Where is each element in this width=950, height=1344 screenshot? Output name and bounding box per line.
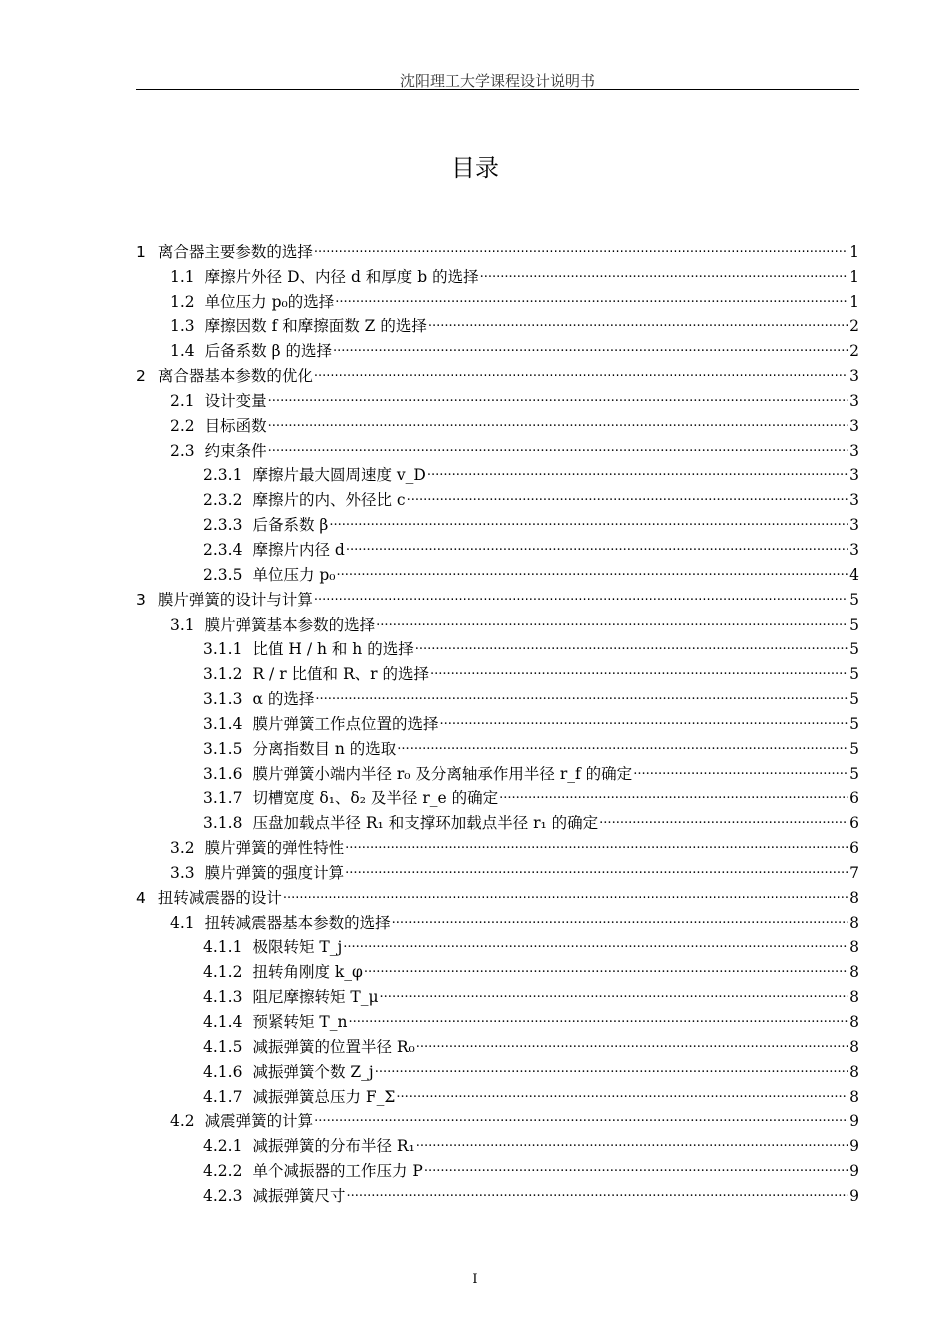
toc-entry[interactable] [136,436,859,461]
dot-leader [392,910,848,930]
toc-entry-title: 单个减振器的工作压力 P [252,1162,423,1181]
toc-entry-page: 5 [849,590,859,609]
toc-entry-title: 分离指数目 n 的选取 [252,739,397,758]
toc-entry[interactable] [136,833,859,858]
toc-entry-number: 3.1.5 [203,739,243,758]
toc-entry-number: 4.2.1 [203,1137,243,1156]
toc-entry-title: 膜片弹簧基本参数的选择 [204,615,376,634]
toc-entry[interactable] [136,1156,859,1181]
toc-entry-number: 1.2 [170,292,195,311]
toc-entry-page: 9 [849,1186,859,1205]
toc-entry-title: 摩擦片内径 d [252,540,345,559]
toc-entry-page: 8 [849,988,859,1007]
toc-entry[interactable] [136,287,859,312]
toc-entry[interactable] [136,237,859,262]
toc-entry[interactable] [136,411,859,436]
dot-leader [424,1158,848,1178]
toc-entry-page: 3 [849,516,859,535]
dot-leader [314,1108,848,1128]
toc-entry-title: 单位压力 p₀ [252,565,336,584]
dot-leader [314,239,848,259]
toc-entry-title: 设计变量 [204,391,267,410]
toc-entry[interactable] [136,1131,859,1156]
dot-leader [333,338,848,358]
toc-entry-page: 8 [849,1062,859,1081]
dot-leader [314,363,848,383]
dot-leader [375,1059,848,1079]
toc-entry-title: 离合器主要参数的选择 [157,242,313,261]
dot-leader [396,1084,848,1104]
dot-leader [343,934,848,954]
toc-entry-page: 3 [849,441,859,460]
toc-entry-number: 2.3.4 [203,540,243,559]
dot-leader [499,785,848,805]
toc-entry-title: 减振弹簧总压力 F_Σ [252,1087,396,1106]
dot-leader [283,885,848,905]
toc-entry[interactable] [136,386,859,411]
toc-entry-page: 5 [849,640,859,659]
toc-entry-page: 8 [849,1087,859,1106]
toc-entry-title: 摩擦片最大圆周速度 v_D [252,466,426,485]
toc-entry-title: 后备系数 β [252,516,329,535]
toc-entry-number: 3.1.3 [203,690,243,709]
toc-entry-page: 8 [849,1037,859,1056]
dot-leader [337,562,849,582]
toc-entry-title: 膜片弹簧的弹性特性 [204,839,345,858]
toc-entry[interactable] [136,610,859,635]
dot-leader [268,388,848,408]
toc-entry-page: 3 [849,466,859,485]
toc-entry-title: 目标函数 [204,416,267,435]
toc-entry-number: 2 [136,367,146,386]
toc-entry-title: 摩擦片外径 D、内径 d 和厚度 b 的选择 [204,267,479,286]
toc-entry[interactable] [136,585,859,610]
toc-entry[interactable] [136,734,859,759]
toc-entry-title: 比值 H / h 和 h 的选择 [252,640,414,659]
toc-entry[interactable] [136,461,859,486]
toc-entry[interactable] [136,982,859,1007]
toc-entry-title: 膜片弹簧小端内半径 r₀ 及分离轴承作用半径 r_f 的确定 [252,764,633,783]
toc-entry[interactable] [136,858,859,883]
dot-leader [415,636,848,656]
toc-entry-number: 3.1 [170,615,195,634]
toc-entry[interactable] [136,560,859,585]
toc-entry-number: 2.3.5 [203,565,243,584]
toc-entry-title: 减振弹簧的分布半径 R₁ [252,1137,415,1156]
toc-entry-number: 4 [136,888,146,907]
toc-entry-title: 减振弹簧的位置半径 R₀ [252,1037,415,1056]
toc-entry[interactable] [136,336,859,361]
toc-entry-title: 切槽宽度 δ₁、δ₂ 及半径 r_e 的确定 [252,789,499,808]
toc-entry-number: 4.2.3 [203,1186,243,1205]
toc-title: 目录 [451,154,499,182]
toc-entry-page: 9 [849,1162,859,1181]
toc-entry-number: 3.2 [170,839,195,858]
dot-leader [314,587,848,607]
toc-entry-page: 1 [849,267,859,286]
toc-entry-title: 膜片弹簧工作点位置的选择 [252,714,439,733]
toc-entry-page: 3 [849,540,859,559]
toc-entry[interactable] [136,635,859,660]
toc-entry-page: 5 [849,615,859,634]
toc-entry[interactable] [136,957,859,982]
toc-entry-number: 1 [136,242,146,261]
toc-entry[interactable] [136,684,859,709]
toc-entry-title: 离合器基本参数的优化 [157,367,313,386]
dot-leader [633,761,848,781]
toc-entry-page: 1 [849,292,859,311]
toc-entry[interactable] [136,1082,859,1107]
dot-leader [428,313,848,333]
toc-entry-number: 4.1.5 [203,1037,243,1056]
toc-entry-number: 2.2 [170,416,195,435]
toc-entry-page: 5 [849,714,859,733]
toc-entry-page: 9 [849,1112,859,1131]
toc-entry[interactable] [136,312,859,337]
dot-leader [345,860,848,880]
toc-entry-page: 5 [849,764,859,783]
toc-entry-page: 5 [849,739,859,758]
toc-entry-title: 压盘加载点半径 R₁ 和支撑环加载点半径 r₁ 的确定 [252,814,599,833]
toc-entry-number: 3.1.1 [203,640,243,659]
toc-entry-title: 后备系数 β 的选择 [204,342,332,361]
toc-entry-number: 4.1 [170,913,195,932]
dot-leader [268,438,848,458]
dot-leader [315,686,848,706]
toc-entry-number: 3.1.6 [203,764,243,783]
toc-entry-title: 扭转减震器的设计 [157,888,282,907]
toc-entry[interactable] [136,1107,859,1132]
toc-entry-title: 膜片弹簧的强度计算 [204,863,345,882]
toc-entry-number: 3 [136,590,146,609]
dot-leader [380,984,849,1004]
toc-entry-title: 约束条件 [204,441,267,460]
toc-entry-page: 6 [849,839,859,858]
toc-entry-number: 2.1 [170,391,195,410]
toc-entry-page: 8 [849,888,859,907]
toc-entry[interactable] [136,1057,859,1082]
toc-entry-title: 扭转减震器基本参数的选择 [204,913,391,932]
toc-entry-title: 摩擦片的内、外径比 c [252,491,406,510]
dot-leader [268,413,848,433]
toc-entry-page: 3 [849,367,859,386]
toc-entry-title: 扭转角刚度 k_φ [252,963,363,982]
toc-entry-title: α 的选择 [252,690,315,709]
toc-entry-number: 2.3.2 [203,491,243,510]
dot-leader [439,711,848,731]
toc-entry-number: 3.1.8 [203,814,243,833]
toc-entry-page: 4 [849,565,859,584]
toc-entry[interactable] [136,709,859,734]
toc-entry-page: 2 [849,342,859,361]
dot-leader [430,661,848,681]
toc-entry-title: 摩擦因数 f 和摩擦面数 Z 的选择 [204,317,427,336]
toc-entry[interactable] [136,361,859,386]
toc-entry-number: 1.1 [170,267,195,286]
toc-entry-number: 4.1.4 [203,1013,243,1031]
toc-entry[interactable] [136,1032,859,1057]
toc-entry-page: 2 [849,317,859,336]
toc-entry-number: 3.3 [170,863,195,882]
toc-entry-number: 4.1.1 [203,938,243,957]
toc-entry-page: 5 [849,665,859,684]
toc-entry-number: 2.3.1 [203,466,243,485]
toc-entry-number: 2.3 [170,441,195,460]
toc-entry-title: 膜片弹簧的设计与计算 [157,590,313,609]
toc-entry-page: 8 [849,913,859,932]
toc-entry-number: 3.1.7 [203,789,243,808]
table-of-contents [136,237,859,1206]
toc-entry-page: 8 [849,963,859,982]
toc-entry[interactable] [136,1181,859,1206]
toc-entry-page: 8 [849,938,859,957]
dot-leader [416,1133,848,1153]
toc-entry-number: 4.2.2 [203,1162,243,1181]
page-number: I [472,1272,478,1287]
toc-entry-title: 减振弹簧个数 Z_j [252,1062,374,1081]
dot-leader [364,959,848,979]
toc-entry[interactable] [136,262,859,287]
toc-entry-number: 4.1.6 [203,1062,243,1081]
toc-entry-title: 单位压力 p₀的选择 [204,292,335,311]
toc-entry-title: 阻尼摩擦转矩 T_μ [252,988,379,1007]
toc-entry[interactable] [136,535,859,560]
toc-entry[interactable] [136,485,859,510]
toc-entry[interactable] [136,933,859,958]
toc-entry-page: 8 [849,1013,859,1031]
toc-entry-page: 9 [849,1137,859,1156]
toc-entry-title: 极限转矩 T_j [252,938,343,957]
toc-entry-number: 2.3.3 [203,516,243,535]
toc-entry-page: 1 [849,242,859,261]
toc-entry[interactable] [136,759,859,784]
dot-leader [599,810,848,830]
dot-leader [416,1034,848,1054]
dot-leader [335,289,848,309]
dot-leader [348,1009,848,1029]
toc-entry[interactable] [136,1007,859,1032]
toc-entry-page: 6 [849,789,859,808]
toc-entry[interactable] [136,808,859,833]
toc-entry-page: 3 [849,391,859,410]
dot-leader [329,512,848,532]
toc-entry-number: 1.3 [170,317,195,336]
dot-leader [397,736,848,756]
toc-entry-number: 4.1.3 [203,988,243,1007]
toc-entry-number: 1.4 [170,342,195,361]
toc-entry-number: 3.1.4 [203,714,243,733]
toc-entry-number: 4.2 [170,1112,195,1131]
dot-leader [427,462,848,482]
dot-leader [346,1183,848,1203]
dot-leader [376,612,848,632]
dot-leader [407,487,849,507]
toc-entry-number: 3.1.2 [203,665,243,684]
dot-leader [346,537,848,557]
toc-entry-page: 5 [849,690,859,709]
toc-entry[interactable] [136,784,859,809]
toc-entry-title: 减震弹簧的计算 [204,1112,314,1131]
toc-entry-title: 预紧转矩 T_n [252,1013,348,1031]
toc-entry-number: 4.1.2 [203,963,243,982]
document-header: 沈阳理工大学课程设计说明书 [399,72,595,90]
toc-entry-title: 减振弹簧尺寸 [252,1186,346,1205]
toc-entry-page: 6 [849,814,859,833]
toc-entry-page: 3 [849,491,859,510]
toc-entry[interactable] [136,908,859,933]
toc-entry[interactable] [136,510,859,535]
header-rule [136,89,859,90]
dot-leader [480,264,849,284]
dot-leader [345,835,848,855]
toc-entry[interactable] [136,659,859,684]
toc-entry-page: 7 [849,863,859,882]
toc-entry[interactable] [136,883,859,908]
toc-entry-title: R / r 比值和 R、r 的选择 [252,665,429,684]
toc-entry-number: 4.1.7 [203,1087,243,1106]
toc-entry-page: 3 [849,416,859,435]
